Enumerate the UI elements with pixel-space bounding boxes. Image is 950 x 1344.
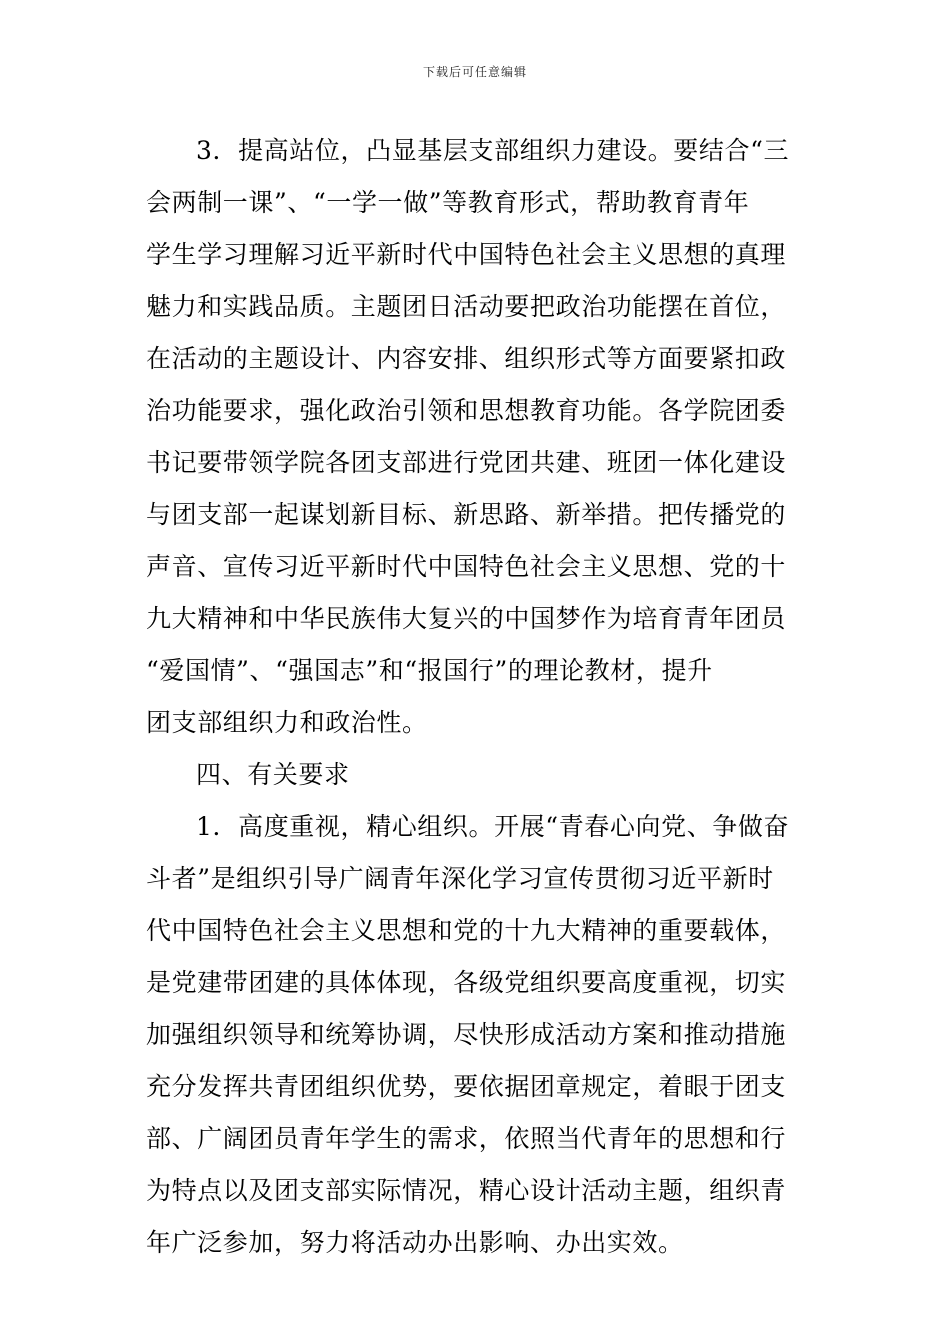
paragraph-line-5: 在活动的主题设计、内容安排、组织形式等方面要紧扣政 bbox=[146, 344, 787, 373]
paragraph-line-3: 学生学习理解习近平新时代中国特色社会主义思想的真理 bbox=[146, 240, 787, 269]
paragraph-line-11: “爱国情”、“强国志”和“报国行”的理论教材，提升 bbox=[146, 656, 713, 685]
paragraph-line-8: 与团支部一起谋划新目标、新思路、新举措。把传播党的 bbox=[146, 500, 787, 529]
paragraph-line-14: 1．高度重视，精心组织。开展“青春心向党、争做奋 bbox=[196, 812, 790, 841]
paragraph-line-7: 书记要带领学院各团支部进行党团共建、班团一体化建设 bbox=[146, 448, 787, 477]
paragraph-line-22: 年广泛参加，努力将活动办出影响、办出实效。 bbox=[146, 1228, 684, 1257]
paragraph-line-15: 斗者”是组织引导广阔青年深化学习宣传贯彻习近平新时 bbox=[146, 864, 774, 893]
paragraph-line-9: 声音、宣传习近平新时代中国特色社会主义思想、党的十 bbox=[146, 552, 787, 581]
paragraph-line-6: 治功能要求，强化政治引领和思想教育功能。各学院团委 bbox=[146, 396, 787, 425]
paragraph-line-17: 是党建带团建的具体体现，各级党组织要高度重视，切实 bbox=[146, 968, 787, 997]
paragraph-line-12: 团支部组织力和政治性。 bbox=[146, 708, 428, 737]
paragraph-line-16: 代中国特色社会主义思想和党的十九大精神的重要载体， bbox=[146, 916, 787, 945]
paragraph-line-18: 加强组织领导和统筹协调，尽快形成活动方案和推动措施 bbox=[146, 1020, 787, 1049]
paragraph-line-10: 九大精神和中华民族伟大复兴的中国梦作为培育青年团员 bbox=[146, 604, 787, 633]
section-heading: 四、有关要求 bbox=[196, 760, 350, 789]
paragraph-line-21: 为特点以及团支部实际情况，精心设计活动主题，组织青 bbox=[146, 1176, 787, 1205]
paragraph-line-19: 充分发挥共青团组织优势，要依据团章规定，着眼于团支 bbox=[146, 1072, 787, 1101]
paragraph-line-1: 3．提高站位，凸显基层支部组织力建设。要结合“三 bbox=[196, 136, 790, 165]
paragraph-line-4: 魅力和实践品质。主题团日活动要把政治功能摆在首位， bbox=[146, 292, 787, 321]
paragraph-line-20: 部、广阔团员青年学生的需求，依照当代青年的思想和行 bbox=[146, 1124, 787, 1153]
page-header: 下载后可任意编辑 bbox=[422, 65, 527, 79]
paragraph-line-2: 会两制一课”、“一学一做”等教育形式，帮助教育青年 bbox=[146, 188, 750, 217]
